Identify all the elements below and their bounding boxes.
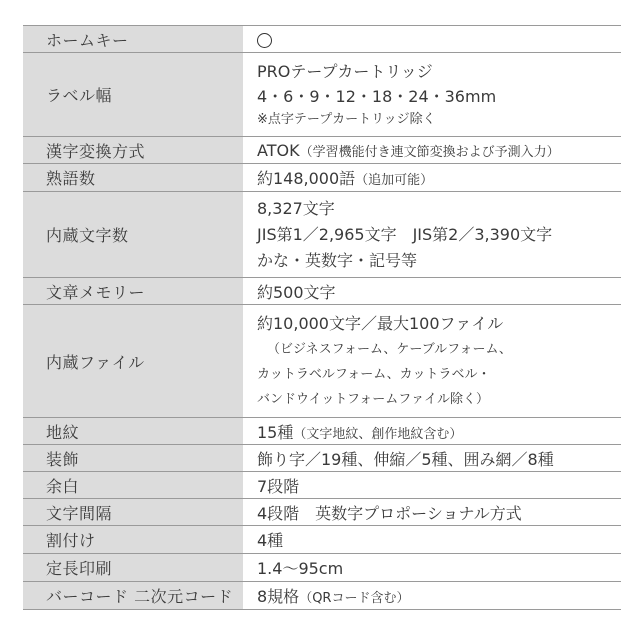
value-main: 15種 [257,422,294,442]
value-main: 約148,000語 [257,169,356,188]
value-note: （文字地紋、創作地紋含む） [293,426,463,442]
value-line: かな・英数字・記号等 [257,250,418,270]
spec-row-background-pattern [23,418,621,445]
value-note-line: ※点字テープカートリッジ除く [257,111,436,127]
spec-row-kanji-conversion [23,137,621,164]
spec-row-barcode [23,582,621,610]
value-note: （学習機能付き連文節変換および予測入力） [299,144,560,160]
row-label: 定長印刷 [23,554,243,582]
row-label: 内蔵文字数 [23,192,243,278]
value-note: （QRコード含む） [299,591,410,606]
row-value: 4種 [243,526,621,554]
spec-row-char-spacing [23,499,621,526]
row-label: 地紋 [23,418,243,445]
value-line: 4・6・9・12・18・24・36mm [257,86,497,106]
row-label: 文章メモリー [23,278,243,305]
row-value [243,137,621,164]
circle-icon [257,33,272,48]
value-line: PROテープカートリッジ [257,61,433,81]
row-value: 4段階 英数字プロポーショナル方式 [243,499,621,526]
row-label: 装飾 [23,445,243,472]
row-value [243,192,621,278]
spec-row-margin [23,472,621,499]
row-label: 余白 [23,472,243,499]
row-label: 熟語数 [23,164,243,192]
value-line: 8,327文字 [257,198,335,218]
spec-row-home-key [23,26,621,53]
row-value: 約500文字 [243,278,621,305]
spec-row-word-count [23,164,621,192]
spec-row-text-memory [23,278,621,305]
spec-row-fixed-length [23,554,621,582]
spec-row-builtin-chars [23,192,621,278]
value-note-line: バンドウイットフォームファイル除く） [257,392,490,407]
value-line: JIS第1／2,965文字 JIS第2／3,390文字 [257,224,553,244]
row-value [243,582,621,610]
spec-row-label-width [23,53,621,137]
spec-row-builtin-files [23,305,621,418]
value-main: ATOK [257,140,300,160]
value-note-line: （ビジネスフォーム、ケーブルフォーム、 [267,342,512,357]
row-label: 漢字変換方式 [23,137,243,164]
row-label: 割付け [23,526,243,554]
row-label: 文字間隔 [23,499,243,526]
spec-table [23,25,621,610]
row-value [243,53,621,137]
row-value [243,26,621,53]
row-value: 飾り字／19種、伸縮／5種、囲み網／8種 [243,445,621,472]
row-label: バーコード 二次元コード [23,582,243,610]
row-label: ラベル幅 [23,53,243,137]
value-main: 8規格 [257,587,300,606]
value-note: （追加可能） [355,173,434,188]
row-value [243,418,621,445]
value-line: 約10,000文字／最大100ファイル [257,314,504,333]
value-note-line: カットラベルフォーム、カットラベル・ [257,367,491,382]
spec-row-layout [23,526,621,554]
row-value: 7段階 [243,472,621,499]
row-value [243,164,621,192]
row-value: 1.4～95cm [243,554,621,582]
row-value [243,305,621,418]
row-label: ホームキー [23,26,243,53]
spec-row-decoration [23,445,621,472]
row-label: 内蔵ファイル [23,305,243,418]
